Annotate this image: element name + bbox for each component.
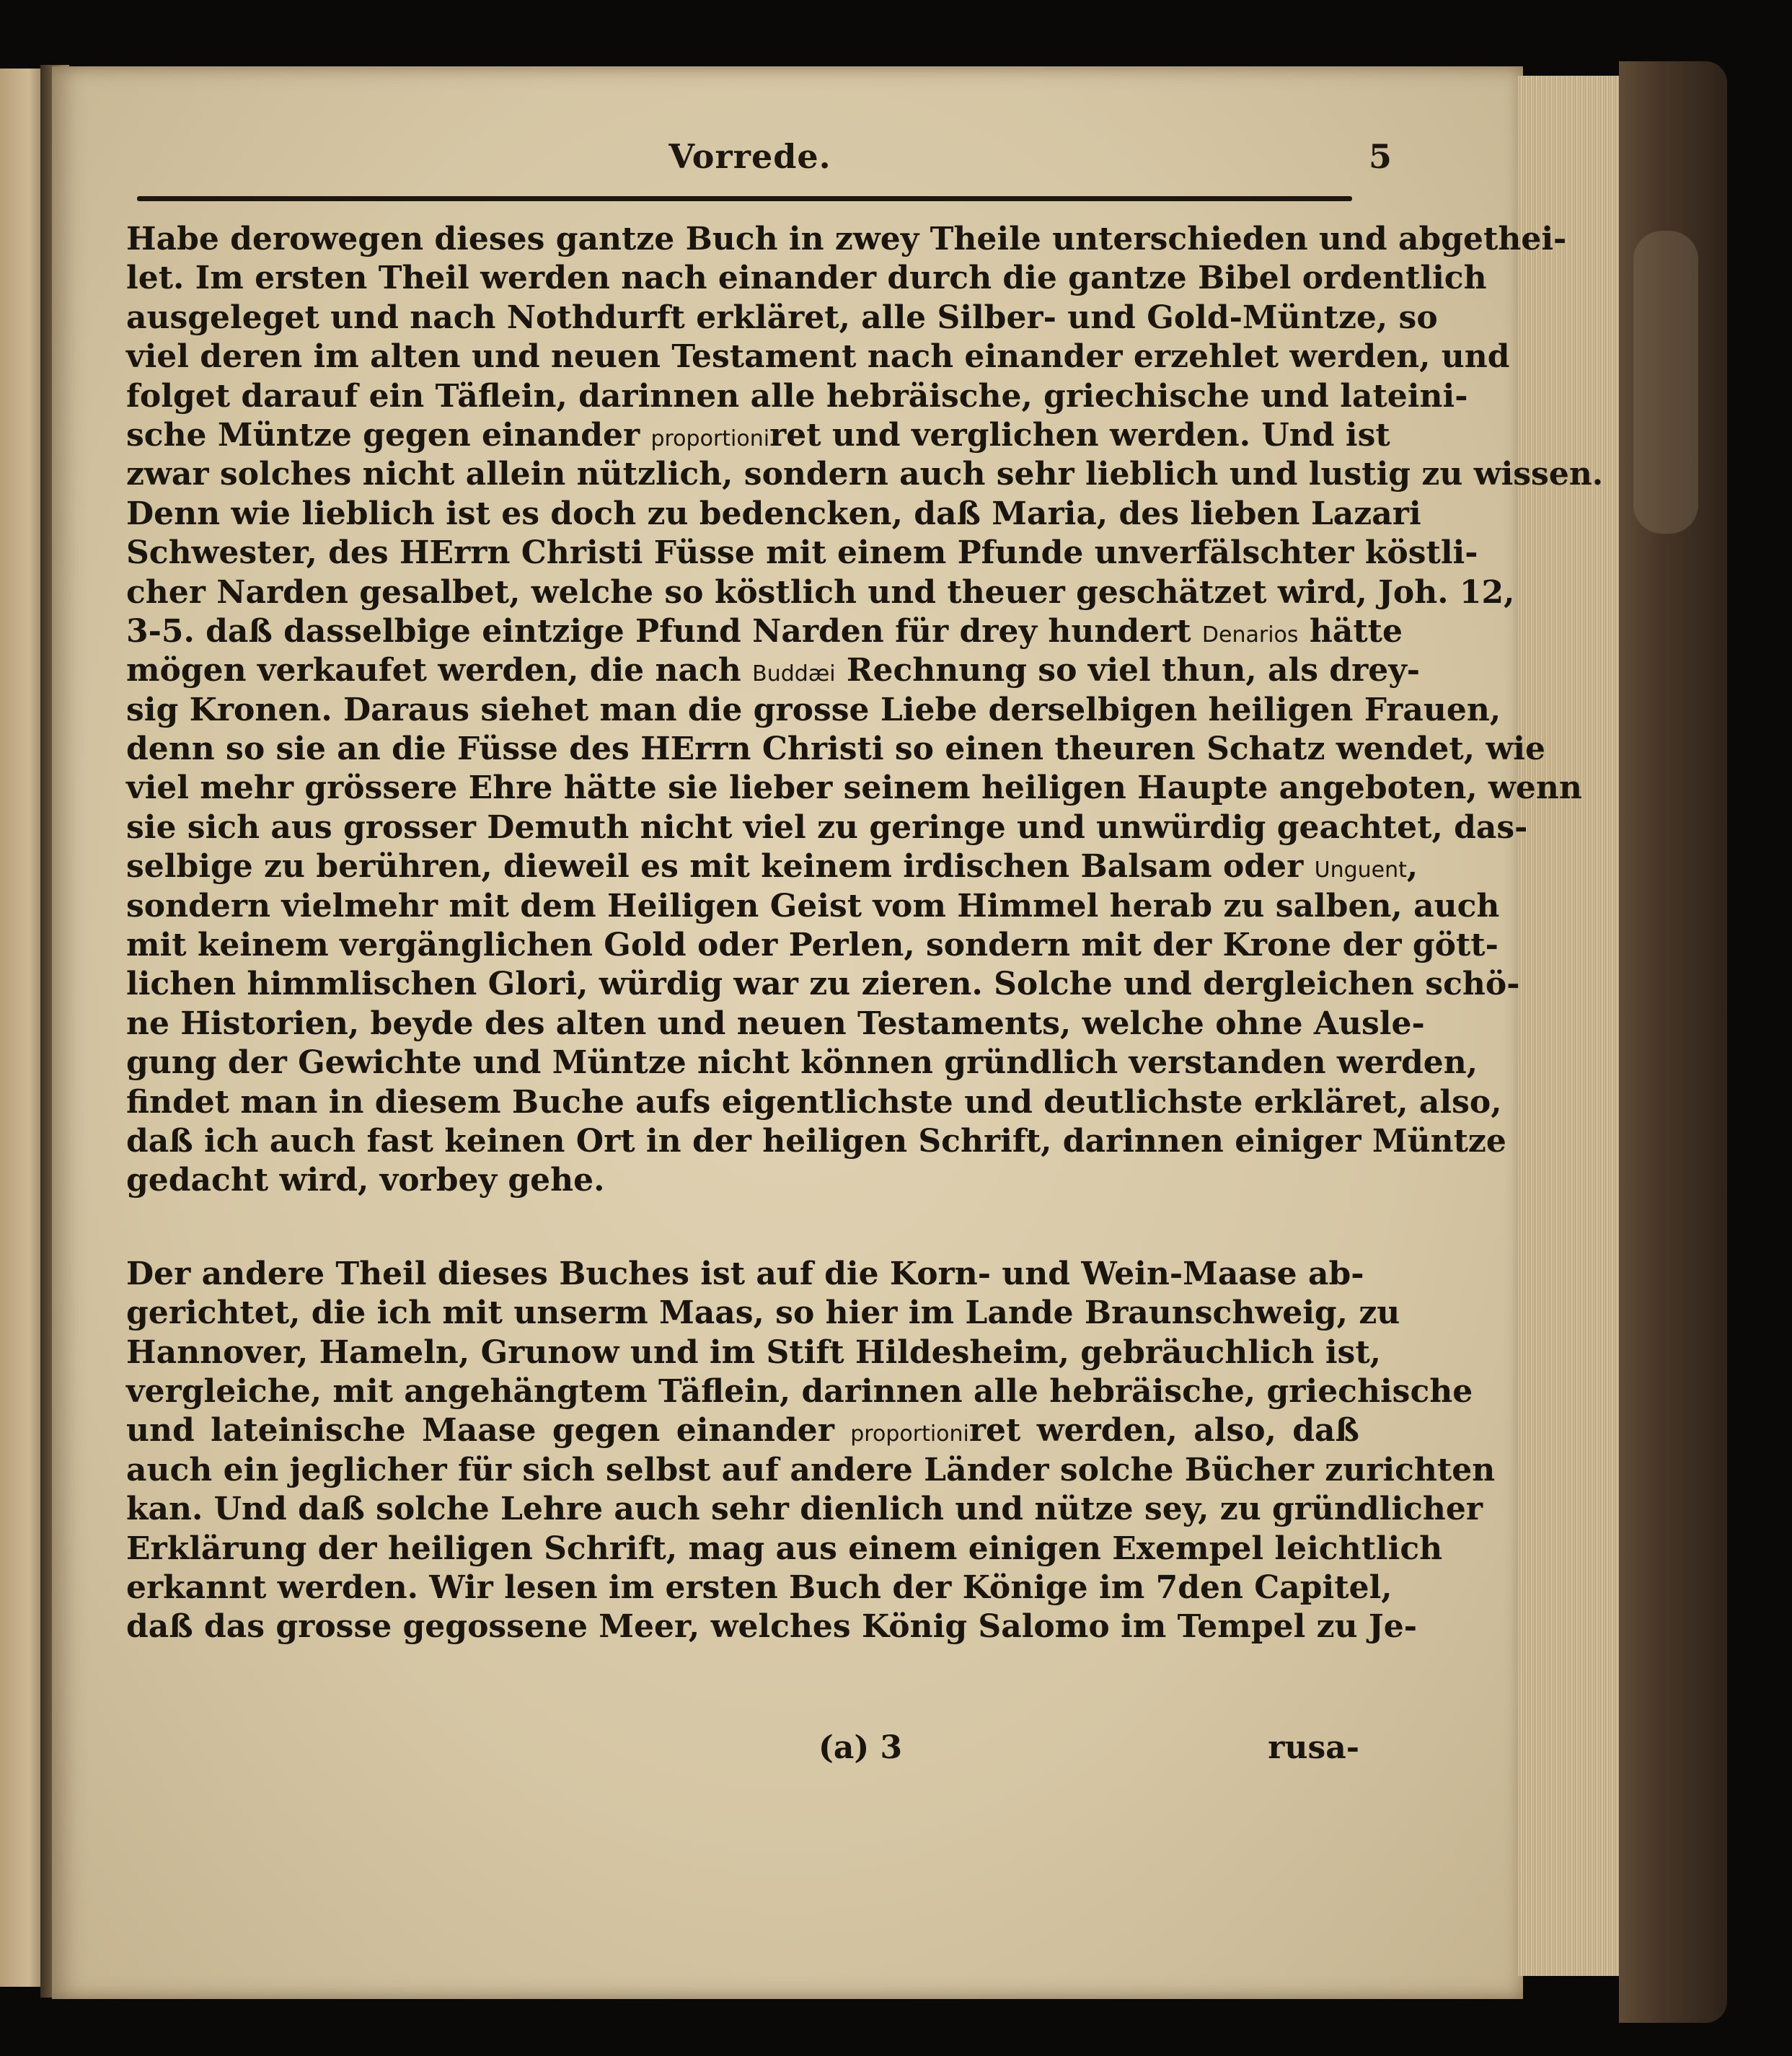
text-segment: auch ein jeglicher für sich selbst auf andere Länder solche Bücher zurichten xyxy=(126,1451,1496,1488)
text-line xyxy=(126,1530,1443,1569)
latin-term: Buddæi xyxy=(752,661,836,687)
text-line xyxy=(126,926,1499,965)
text-segment: let. Im ersten Theil werden nach einander durch die gantze Bibel ordentlich xyxy=(126,260,1487,297)
body-text xyxy=(126,220,1604,1647)
text-line xyxy=(126,1451,1496,1490)
text-segment: ausgeleget und nach Nothdurft erkläret, alle Silber- und Gold-Müntze, so xyxy=(126,299,1438,336)
text-segment: ret werden, also, daß xyxy=(968,1412,1359,1450)
text-segment: Schwester, des HErrn Christi Füsse mit einem Pfunde unverfälschter köstli- xyxy=(126,534,1478,572)
text-line xyxy=(126,1044,1478,1082)
text-line xyxy=(126,769,1582,808)
text-segment: Habe derowegen dieses gantze Buch in zwey Theile unterschieden und abgethei- xyxy=(126,221,1567,257)
text-line xyxy=(126,299,1438,337)
text-segment: daß ich auch fast keinen Ort in der heiligen Schrift, darinnen einiger Müntze xyxy=(126,1122,1506,1160)
text-segment: sche Müntze gegen einander xyxy=(126,416,651,454)
text-segment: ret und verglichen werden. Und ist xyxy=(769,416,1390,454)
text-segment: sig Kronen. Daraus siehet man die grosse Liebe derselbigen heiligen Frauen, xyxy=(126,691,1501,728)
text-segment: , xyxy=(1406,848,1418,886)
text-segment: und lateinische Maase gegen einander xyxy=(126,1412,851,1450)
text-line xyxy=(126,1294,1400,1333)
text-line xyxy=(126,730,1545,769)
text-line xyxy=(126,1161,1359,1200)
page-number: 5 xyxy=(1368,137,1392,176)
text-segment: vergleiche, mit angehängtem Täflein, darinnen alle hebräische, griechische xyxy=(126,1372,1473,1410)
text-segment: gedacht wird, vorbey gehe. xyxy=(126,1162,605,1199)
text-line xyxy=(126,1083,1502,1122)
text-line xyxy=(126,1490,1483,1529)
text-segment: cher Narden gesalbet, welche so köstlich und theuer geschätzet wird, Joh. 12, xyxy=(126,573,1515,611)
text-line xyxy=(126,259,1487,298)
text-segment: Denn wie lieblich ist es doch zu bedencken, daß Maria, des lieben Lazari xyxy=(126,495,1421,532)
text-segment: mögen verkaufet werden, die nach xyxy=(126,652,753,689)
text-line xyxy=(126,534,1478,573)
text-segment: kan. Und daß solche Lehre auch sehr dienlich und nütze sey, zu gründlicher xyxy=(126,1491,1483,1528)
text-segment: selbige zu berühren, dieweil es mit keinem irdischen Balsam oder xyxy=(126,848,1315,886)
page-stack-edge xyxy=(1518,76,1633,1976)
text-line xyxy=(126,1255,1364,1294)
text-line xyxy=(126,337,1510,376)
latin-term: proportioni xyxy=(650,425,770,451)
page-footer xyxy=(126,1729,1359,1773)
text-segment: Erklärung der heiligen Schrift, mag aus einem einigen Exempel leichtlich xyxy=(126,1530,1443,1567)
latin-term: Denarios xyxy=(1201,622,1299,648)
text-segment: Rechnung so viel thun, als drey- xyxy=(835,652,1421,689)
text-line xyxy=(126,220,1567,259)
text-line xyxy=(126,651,1421,690)
text-segment: lichen himmlischen Glori, würdig war zu zieren. Solche und dergleichen schö- xyxy=(126,966,1520,1003)
text-line xyxy=(126,1122,1506,1161)
running-head xyxy=(137,137,1392,187)
text-line xyxy=(126,847,1418,886)
text-segment: ne Historien, beyde des alten und neuen Testaments, welche ohne Ausle- xyxy=(126,1005,1425,1042)
latin-term: proportioni xyxy=(850,1421,969,1447)
text-segment: 3-5. daß dasselbige eintzige Pfund Narden für drey hundert xyxy=(126,612,1202,650)
text-line xyxy=(126,691,1501,730)
paragraph-gap xyxy=(126,1201,1359,1255)
text-segment: denn so sie an die Füsse des HErrn Christi so einen theuren Schatz wendet, wie xyxy=(126,731,1545,768)
text-segment: viel mehr grössere Ehre hätte sie lieber seinem heiligen Haupte angeboten, wenn xyxy=(126,769,1582,807)
text-line xyxy=(126,416,1390,455)
text-segment: sie sich aus grosser Demuth nicht viel zu geringe und unwürdig geachtet, das- xyxy=(126,808,1528,846)
text-line xyxy=(126,1005,1425,1044)
text-line xyxy=(126,808,1528,847)
text-segment: zwar solches nicht allein nützlich, sondern auch sehr lieblich und lustig zu wissen. xyxy=(126,456,1604,493)
text-segment: viel deren im alten und neuen Testament nach einander erzehlet werden, und xyxy=(126,338,1510,376)
text-segment: Der andere Theil dieses Buches ist auf die Korn- und Wein-Maase ab- xyxy=(126,1255,1364,1292)
text-segment: Hannover, Hameln, Grunow und im Stift Hildesheim, gebräuchlich ist, xyxy=(126,1333,1381,1371)
header-rule xyxy=(137,196,1352,201)
text-line xyxy=(126,887,1500,926)
text-line xyxy=(126,1333,1381,1372)
text-line xyxy=(126,1411,1359,1450)
running-title: Vorrede. xyxy=(668,137,831,176)
text-segment: sondern vielmehr mit dem Heiligen Geist vom Himmel herab zu salben, auch xyxy=(126,887,1500,925)
text-line xyxy=(126,495,1421,534)
text-segment: gerichtet, die ich mit unserm Maas, so hier im Lande Braunschweig, zu xyxy=(126,1294,1400,1332)
text-segment: folget darauf ein Täflein, darinnen alle hebräische, griechische und lateini- xyxy=(126,377,1468,415)
signature-mark: (a) 3 xyxy=(818,1729,903,1766)
text-line xyxy=(126,377,1468,416)
cover-wear xyxy=(1633,231,1698,534)
text-line xyxy=(126,455,1604,494)
text-segment: mit keinem vergänglichen Gold oder Perlen, sondern mit der Krone der gött- xyxy=(126,927,1499,964)
text-line xyxy=(126,1569,1392,1607)
text-segment: erkannt werden. Wir lesen im ersten Buch der Könige im 7den Capitel, xyxy=(126,1569,1392,1606)
text-line xyxy=(126,1607,1417,1646)
text-segment: gung der Gewichte und Müntze nicht können gründlich verstanden werden, xyxy=(126,1044,1478,1082)
text-line xyxy=(126,1372,1473,1411)
latin-term: Unguent xyxy=(1314,857,1407,883)
text-segment: daß das grosse gegossene Meer, welches König Salomo im Tempel zu Je- xyxy=(126,1608,1417,1646)
text-segment: hätte xyxy=(1298,612,1403,650)
text-line xyxy=(126,612,1403,651)
text-line xyxy=(126,965,1520,1004)
text-segment: findet man in diesem Buche aufs eigentlichste und deutlichste erkläret, also, xyxy=(126,1083,1502,1121)
catchword: rusa- xyxy=(1268,1729,1359,1766)
text-line xyxy=(126,573,1515,612)
